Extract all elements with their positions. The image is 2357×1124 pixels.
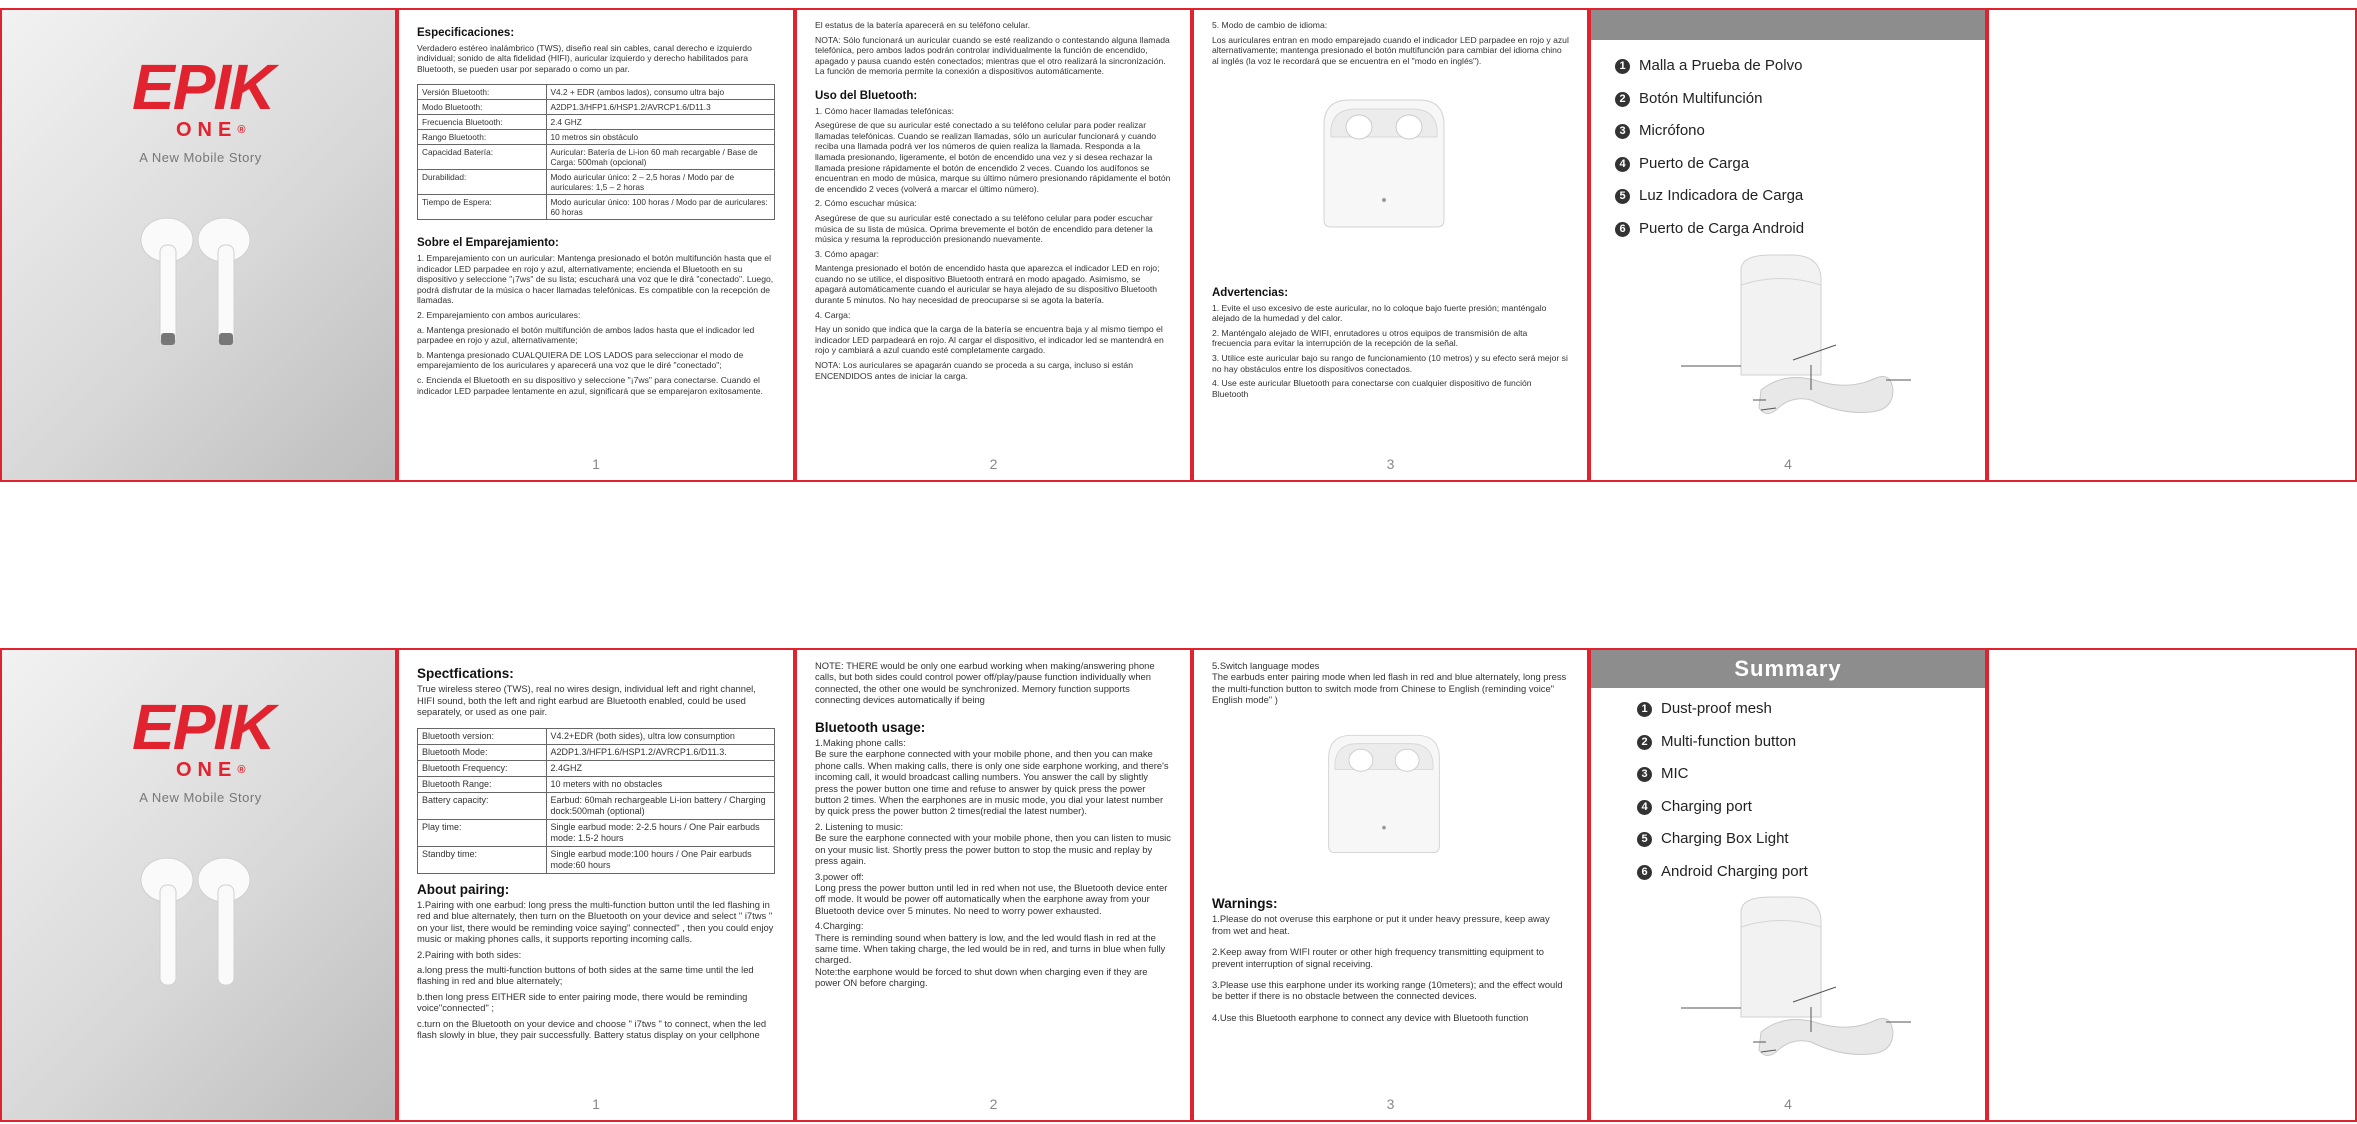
pairing-title: Sobre el Emparejamiento:: [417, 237, 559, 250]
blank-panel: [1987, 8, 2357, 482]
tagline: A New Mobile Story: [139, 790, 262, 805]
usage-heading: 5. Modo de cambio de idioma:: [1212, 20, 1328, 30]
spanish-summary-panel: [1589, 8, 1987, 482]
page-number: 2: [989, 456, 998, 472]
tagline: A New Mobile Story: [139, 150, 262, 165]
list-item: 2 Multi-function button: [1637, 726, 1808, 759]
page-number: 4: [1784, 456, 1792, 472]
logo-sub: ONE: [176, 759, 238, 781]
spec-intro: Verdadero estéreo inalámbrico (TWS), diseño real sin cables, canal derecho e izquierdo individual; sonido de alta fidelidad (HIFI), auricular izquierdo y derecho habilitados para Bluetooth, se pueden usar por separado o como un par.: [417, 42, 752, 74]
list-item: 3 MIC: [1637, 758, 1808, 791]
logo-sub: ONE: [176, 119, 238, 141]
table-row: Standby time: Single earbud mode:100 hours / One Pair earbuds mode:60 hours: [418, 846, 775, 873]
summary-list: [1637, 693, 1808, 888]
table-row: Frecuencia Bluetooth: 2.4 GHZ: [418, 115, 775, 130]
spanish-usage-panel: [795, 8, 1192, 482]
warning-item: 1. Evite el uso excesivo de este auricular, no lo coloque bajo fuerte presión; manténgalo alejado de la humedad y del calor.: [1212, 302, 1547, 324]
logo-word: EPIK: [132, 691, 274, 763]
charging-case-illustration: [1319, 95, 1449, 230]
page-number: 1: [592, 1096, 600, 1112]
usage-heading: 3.power off:: [815, 870, 864, 882]
pairing-step: 1.Pairing with one earbud: long press the multi-function button until the led flashing in red and blue alternately, then turn on the Bluetooth on your device and select " i7tws " on your list, there would be reminding voice saying" connected" , then you could enjoy music or making phones calls, it supports reporting incoming calls.: [417, 899, 774, 945]
summary-bar: [1591, 8, 1985, 40]
table-row: Bluetooth version: V4.2+EDR (both sides), ultra low consumption: [418, 728, 775, 744]
page-number: 1: [592, 456, 600, 472]
product-diagram: [1661, 892, 1921, 1092]
usage-text: Be sure the earphone connected with your mobile phone, then you can listen to music on your music list. Shortly press the power button to stop the music and replay by press again.: [815, 832, 1171, 867]
table-row: Durabilidad: Modo auricular único: 2 – 2,5 horas / Modo par de auriculares: 1,5 – 2 horas: [418, 170, 775, 195]
battery-status-text: El estatus de la batería aparecerá en su teléfono celular.: [815, 20, 1030, 30]
warning-item: 4. Use este auricular Bluetooth para conectarse con cualquier dispositivo de función Bluetooth: [1212, 378, 1532, 399]
note-text: NOTE: THERE would be only one earbud working when making/answering phone calls, but both sides could control power off/play/pause function individually when connected, the other one would be synchronized. Memory function supports connecting devices automatically if being: [815, 660, 1155, 706]
table-row: Tiempo de Espera: Modo auricular único: 100 horas / Modo par de auriculares: 60 horas: [418, 195, 775, 220]
usage-note: NOTA: Los auriculares se apagarán cuando se proceda a su carga, incluso si están ENCENDIDOS antes de iniciar la carga.: [815, 360, 1133, 381]
earbuds-illustration: [132, 215, 262, 355]
logo-word: EPIK: [132, 51, 274, 123]
epik-one-logo: EPIK ONE®: [132, 55, 282, 141]
blank-panel: [1987, 648, 2357, 1122]
warnings-title: Warnings:: [1212, 896, 1278, 911]
summary-title: Summary: [1591, 650, 1985, 688]
usage-heading: 3. Cómo apagar:: [815, 248, 880, 259]
earbuds-illustration: [132, 855, 262, 995]
spanish-spec-panel: [397, 8, 795, 482]
english-spec-panel: [397, 648, 795, 1122]
list-item: 4 Puerto de Carga: [1615, 148, 1804, 181]
table-row: Play time: Single earbud mode: 2-2.5 hours / One Pair earbuds mode: 1.5-2 hours: [418, 819, 775, 846]
page-number: 2: [989, 1096, 998, 1112]
epik-one-logo: EPIK ONE®: [132, 695, 282, 781]
page-number: 3: [1386, 456, 1395, 472]
usage-heading: 1. Cómo hacer llamadas telefónicas:: [815, 105, 955, 116]
warning-item: 3.Please use this earphone under its working range (10meters); and the effect would be better if there is no obstacle between the connected devices.: [1212, 979, 1563, 1002]
product-diagram: [1661, 250, 1921, 450]
usage-note: Note:the earphone would be forced to shut down when charging even if they are power ON before charging.: [815, 965, 1148, 989]
usage-heading: 2. Listening to music:: [815, 820, 904, 832]
page-number: 3: [1386, 1096, 1395, 1112]
spec-title: Spectfications:: [417, 666, 514, 681]
list-item: 1 Dust-proof mesh: [1637, 693, 1808, 726]
usage-title: Uso del Bluetooth:: [815, 89, 918, 102]
usage-heading: 2. Cómo escuchar música:: [815, 198, 917, 209]
usage-text: The earbuds enter pairing mode when led flash in red and blue alternately, long press the multi-function button to switch mode from Chinese to English (reminding voice" English mode" ): [1212, 671, 1567, 706]
usage-text: Hay un sonido que indica que la carga de la batería se encuentra baja y al mismo tiempo el indicador LED parpadeará en rojo. Al cargar el dispositivo, el indicador led se mantendrá en rojo y cambiará a azul cuando esté completamente cargado.: [815, 324, 1164, 356]
table-row: Modo Bluetooth: A2DP1.3/HFP1.6/HSP1.2/AVRCP1.6/D11.3: [418, 100, 775, 115]
pairing-title: About pairing:: [417, 881, 510, 897]
list-item: 4 Charging port: [1637, 791, 1808, 824]
spanish-warnings-panel: [1192, 8, 1589, 482]
table-row: Bluetooth Frequency: 2.4GHZ: [418, 760, 775, 776]
pairing-step: 2.Pairing with both sides:: [417, 948, 522, 960]
pairing-step: c.turn on the Bluetooth on your device and choose " i7tws " to connect, when the led flash slowly in blue, they pair successfully. Battery status display on your cellphone: [417, 1017, 767, 1041]
spec-table: [417, 84, 775, 220]
english-summary-panel: [1589, 648, 1987, 1122]
usage-text: There is reminding sound when battery is low, and the led would flash in red at the same time. When taking charge, the led would be in red, and turns in blue when fully charged.: [815, 931, 1166, 966]
warning-item: 2. Manténgalo alejado de WIFI, enrutadores u otros equipos de transmisión de alta frecuencia para evitar la interrupción de la recepción de la señal.: [1212, 327, 1528, 349]
table-row: Battery capacity: Earbud: 60mah rechargeable Li-ion battery / Charging dock:500mah (optional): [418, 792, 775, 819]
table-row: Capacidad Batería: Auricular: Batería de Li-ion 60 mah recargable / Base de Carga: 500mah (opcional): [418, 145, 775, 170]
table-row: Versión Bluetooth: V4.2 + EDR (ambos lados), consumo ultra bajo: [418, 85, 775, 100]
cover-panel: [0, 8, 397, 482]
spec-table: [417, 728, 775, 874]
spec-title: Especificaciones:: [417, 27, 515, 39]
spec-intro: True wireless stereo (TWS), real no wires design, individual left and right channel, HIFI sound, both the left and right earbud are Bluetooth enabled, could be used separately, or used as one pair.: [417, 683, 756, 718]
pairing-step: 1. Emparejamiento con un auricular: Mantenga presionado el botón multifunción hasta que el indicador LED parpadee en rojo y azul, alternativamente; encienda el Bluetooth en su dispositivo y seleccione "¡7ws" de su lista; escuchará una voz que le dirá "conectado". Luego, podrá disfrutar de la música o hacer llamadas telefónicas. Es compatible con la recepción de llamadas.: [417, 252, 774, 306]
page-number: 4: [1784, 1096, 1792, 1112]
list-item: 6 Puerto de Carga Android: [1615, 213, 1804, 246]
list-item: 2 Botón Multifunción: [1615, 83, 1804, 116]
usage-text: Mantenga presionado el botón de encendido hasta que aparezca el indicador LED en rojo; cuando no se utilice, el dispositivo Bluetooth entrará en modo apagado. Asimismo, se apagará automáticamente cuando el auricular se haya alejado de su dispositivo Bluetooth durante 5 minutos. No hay necesidad de preocuparse si se agota la batería.: [815, 263, 1160, 306]
usage-text: Asegúrese de que su auricular esté conectado a su teléfono celular para poder escuchar música de su lista de música. Oprima brevemente el botón de encendido para detener la música y resuma la reproducción presionando nuevamente.: [815, 212, 1153, 245]
usage-title: Bluetooth usage:: [815, 719, 926, 735]
warnings-title: Advertencias:: [1212, 287, 1289, 299]
english-warnings-panel: [1192, 648, 1589, 1122]
warning-item: 1.Please do not overuse this earphone or put it under heavy pressure, keep away from wet and heat.: [1212, 913, 1550, 936]
usage-text: Asegúrese de que su auricular esté conectado a su teléfono celular para poder realizar llamadas telefónicas. Cuando se realizan llamadas, sólo un auricular funcionará y cuando reciba una llamada podrá ver los números de quien realiza la llamada. Responda a la llamada presionando, ligeramente, el botón de encendido una vez y si desea rechazar la llamada presione rápidamente el botón de encendido 2 veces. Cuando los audífonos se encuentran en modo de música, marque su último número presionando rápidamente el botón de encendido 2 veces (volverá a marcar el último número).: [815, 120, 1171, 194]
pairing-step: a.long press the multi-function buttons of both sides at the same time until the led flashing in red and blue alternately;: [417, 964, 754, 987]
pairing-step: a. Mantenga presionado el botón multifunción de ambos lados hasta que el indicador led parpadee en rojo y azul, alternativamente;: [417, 324, 755, 346]
charging-case-illustration: [1324, 728, 1444, 858]
table-row: Bluetooth Mode: A2DP1.3/HFP1.6/HSP1.2/AVRCP1.6/D11.3.: [418, 744, 775, 760]
list-item: 3 Micrófono: [1615, 115, 1804, 148]
usage-text: Los auriculares entran en modo emparejado cuando el indicador LED parpadee en rojo y azul alternativamente; mantenga presionado el botón multifunción para cambiar del idioma chino al inglés (la voz le recordará que se encuentra en el "modo en inglés").: [1212, 34, 1569, 66]
warning-item: 2.Keep away from WIFI router or other high frequency transmitting equipment to prevent interruption of signal receiving.: [1212, 946, 1544, 969]
summary-list: [1615, 50, 1804, 245]
usage-heading: 5.Switch language modes: [1212, 660, 1320, 671]
usage-heading: 4.Charging:: [815, 920, 864, 932]
spanish-sheet: [0, 0, 2357, 484]
english-sheet: [0, 640, 2357, 1124]
pairing-step: b.then long press EITHER side to enter pairing mode, there would be reminding voice"connected" ;: [417, 990, 748, 1014]
list-item: 5 Luz Indicadora de Carga: [1615, 180, 1804, 213]
list-item: 6 Android Charging port: [1637, 856, 1808, 889]
warning-item: 4.Use this Bluetooth earphone to connect any device with Bluetooth function: [1212, 1011, 1529, 1023]
english-usage-panel: [795, 648, 1192, 1122]
table-row: Rango Bluetooth: 10 metros sin obstáculo: [418, 130, 775, 145]
list-item: 5 Charging Box Light: [1637, 823, 1808, 856]
usage-text: Be sure the earphone connected with your mobile phone, and then you can make phone calls. When making calls, there is only one side earphone working, and there's incoming call, it would broadcast calling numbers. You answer the call by slightly press the power button one time and refuse to answer by quick press the power button 2 times. When the earphones are in music mode, you dial your latest number by quick press the power button 2 times(redial the latest number).: [815, 748, 1169, 817]
table-row: Bluetooth Range: 10 meters with no obstacles: [418, 776, 775, 792]
cover-panel: [0, 648, 397, 1122]
warning-item: 3. Utilice este auricular bajo su rango de funcionamiento (10 metros) y su efecto será mejor si no hay obstáculos entre los dispositivos conectados.: [1212, 352, 1568, 374]
pairing-step: 2. Emparejamiento con ambos auriculares:: [417, 309, 581, 320]
note-text: NOTA: Sólo funcionará un auricular cuando se esté realizando o contestando alguna llamada telefónica, pero ambos lados podrán controlar individualmente la función de encendido, apagado y pausa cuando estén conectados; mientras que el otro realizará la sincronización. La función de memoria permite la conexión a dispositivos automáticamente.: [815, 34, 1170, 77]
pairing-step: c. Encienda el Bluetooth en su dispositivo y seleccione "¡7ws" para conectarse. Cuando el indicador LED parpadee lentamente en azul, significará que se emparejaron exitosamente.: [417, 374, 763, 396]
usage-text: Long press the power button until led in red when not use, the Bluetooth device enter off mode. It would be power off automatically when the earphone away from your Bluetooth device over 5 minutes. No need to worry power exhausted.: [815, 881, 1168, 916]
usage-heading: 1.Making phone calls:: [815, 737, 906, 749]
pairing-step: b. Mantenga presionado CUALQUIERA DE LOS LADOS para seleccionar el modo de emparejamiento de los auriculares y aparecerá una voz que le diré "conectado";: [417, 349, 744, 371]
usage-heading: 4. Carga:: [815, 309, 851, 320]
list-item: 1 Malla a Prueba de Polvo: [1615, 50, 1804, 83]
